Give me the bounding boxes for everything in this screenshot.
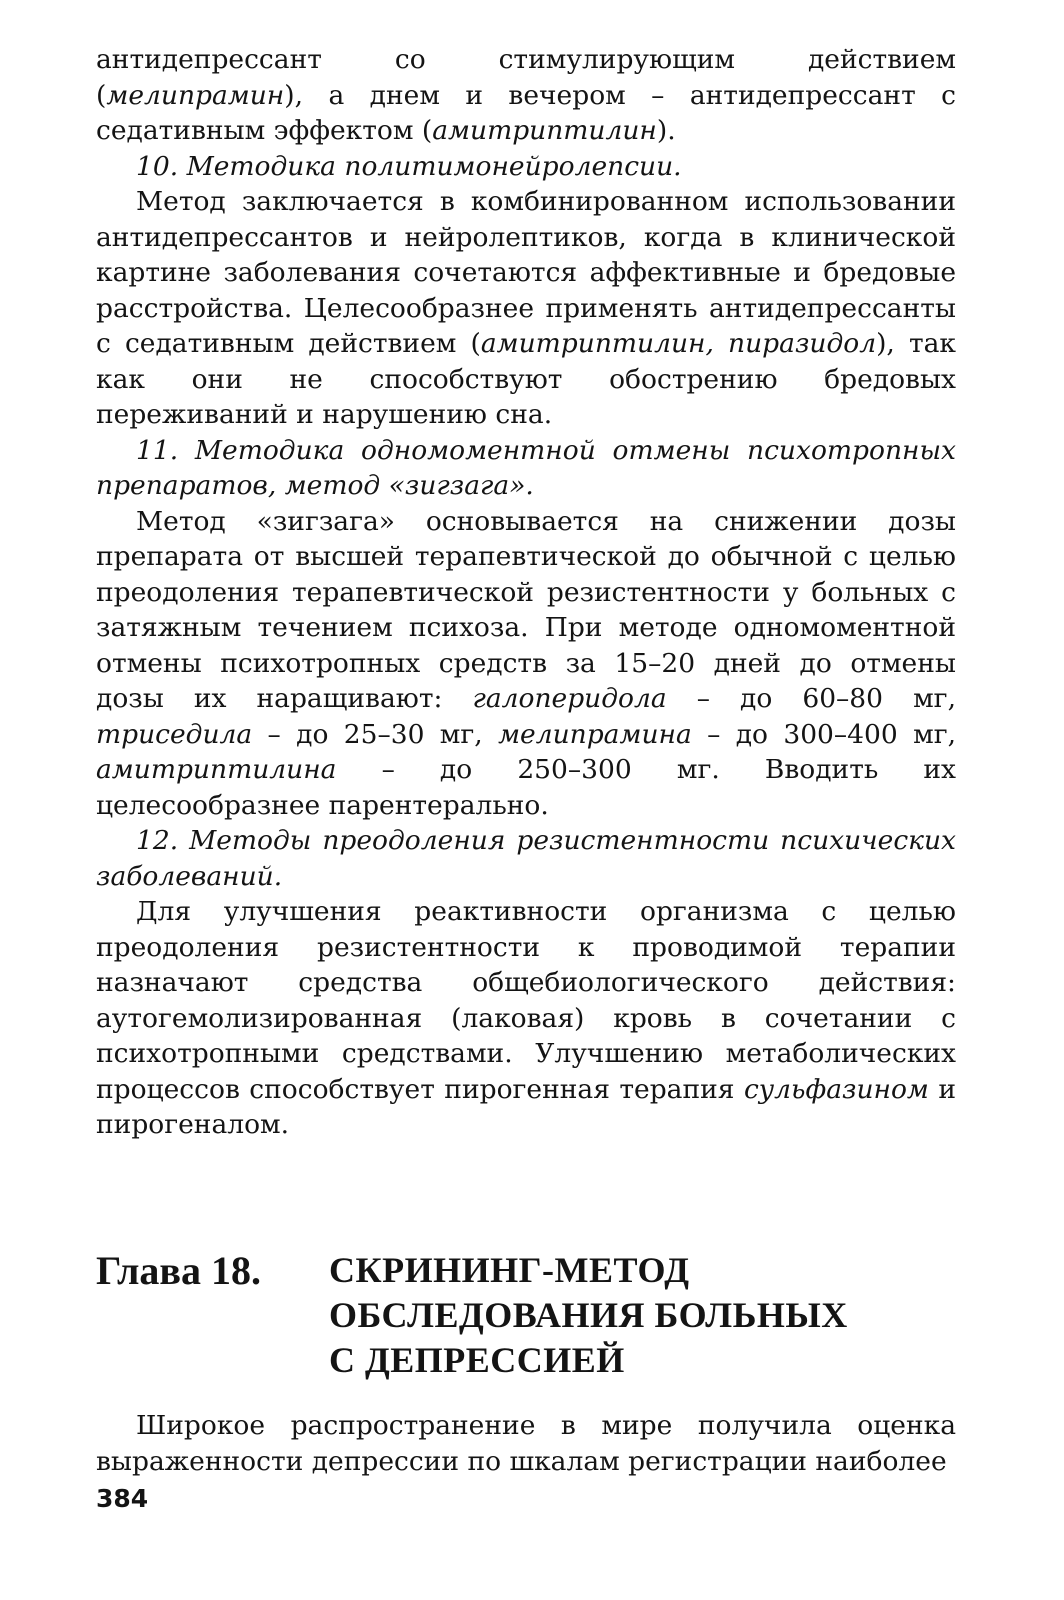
drug-name: мелипрамина bbox=[498, 718, 692, 750]
paragraph-zigzag-method bbox=[96, 504, 956, 824]
page-number: 384 bbox=[96, 1484, 149, 1513]
method-heading-12: 12. Методы преодоления резистентности психических заболеваний. bbox=[96, 825, 956, 892]
chapter-heading bbox=[96, 1248, 956, 1383]
drug-name: галоперидола bbox=[472, 683, 667, 714]
text-fragment: Для улучшения реактивности организма с целью преодоления резистентности к проводимой терапии назначают средства общебиологического действия: аутогемолизированная (лаковая) кровь в сочетании с психотропными средствами. Улучшению метаболических процессов способствует пирогенная терапия bbox=[96, 896, 956, 1105]
text-fragment: Метод заключается в комбинированном использовании антидепрессантов и нейролептиков, когда в клинической картине заболевания сочетаются аффективные и бредовые расстройства. Целесообразнее применять антидепрессанты с седативным действием ( bbox=[96, 186, 956, 359]
chapter-title-line: С ДЕПРЕССИЕЙ bbox=[329, 1340, 625, 1380]
text-fragment: – до 300–400 мг, bbox=[691, 718, 957, 750]
chapter-label: Глава 18. bbox=[96, 1248, 261, 1293]
text-fragment: – до 60–80 мг, bbox=[666, 683, 956, 714]
paragraph-antidepressant-schedule bbox=[96, 42, 956, 149]
text-fragment: – до 25–30 мг, bbox=[252, 718, 499, 750]
chapter-body bbox=[96, 1408, 956, 1479]
method-heading-10: 10. Методика политимонейролепсии. bbox=[136, 150, 682, 182]
drug-name: триседила bbox=[96, 718, 253, 750]
text-fragment: и пирогеналом. bbox=[96, 1073, 956, 1140]
drug-name: амитриптилина bbox=[96, 754, 337, 785]
text-fragment: ), а днем и вечером – антидепрессант с седативным эффектом ( bbox=[96, 79, 956, 146]
paragraph-resistance-methods bbox=[96, 894, 956, 1143]
chapter-title-line: СКРИНИНГ-МЕТОД bbox=[329, 1250, 690, 1290]
text-fragment: антидепрессант со стимулирующим действием ( bbox=[96, 44, 956, 111]
drug-name: сульфазином bbox=[743, 1073, 929, 1105]
text-fragment: Метод «зигзага» основывается на снижении дозы препарата от высшей терапевтической до обычной с целью преодоления терапевтической резистентности у больных с затяжным течением психоза. При методе одномоментной отмены психотропных средств за 15–20 дней до отмены дозы их наращивают: bbox=[96, 505, 956, 714]
drug-name: амитриптилин, пиразидол bbox=[480, 328, 877, 359]
drug-name: амитриптилин bbox=[432, 115, 657, 146]
paragraph-polythymoneuroleptic-method bbox=[96, 184, 956, 433]
method-heading-11: 11. Методика одномоментной отмены психотропных препаратов, метод «зигзага». bbox=[96, 434, 956, 501]
paragraph-chapter-intro: Широкое распространение в мире получила оценка выраженности депрессии по шкалам регистрации наиболее bbox=[96, 1410, 956, 1477]
chapter-title bbox=[329, 1248, 848, 1383]
drug-name: мелипрамин bbox=[106, 79, 285, 111]
text-fragment: – до 250–300 мг. Вводить их целесообразнее парентерально. bbox=[96, 754, 956, 821]
text-fragment: ), так как они не способствуют обострению бредовых переживаний и нарушению сна. bbox=[96, 328, 956, 430]
page-body bbox=[96, 42, 956, 1143]
chapter-title-line: ОБСЛЕДОВАНИЯ БОЛЬНЫХ bbox=[329, 1295, 848, 1335]
text-fragment: ). bbox=[656, 115, 676, 146]
